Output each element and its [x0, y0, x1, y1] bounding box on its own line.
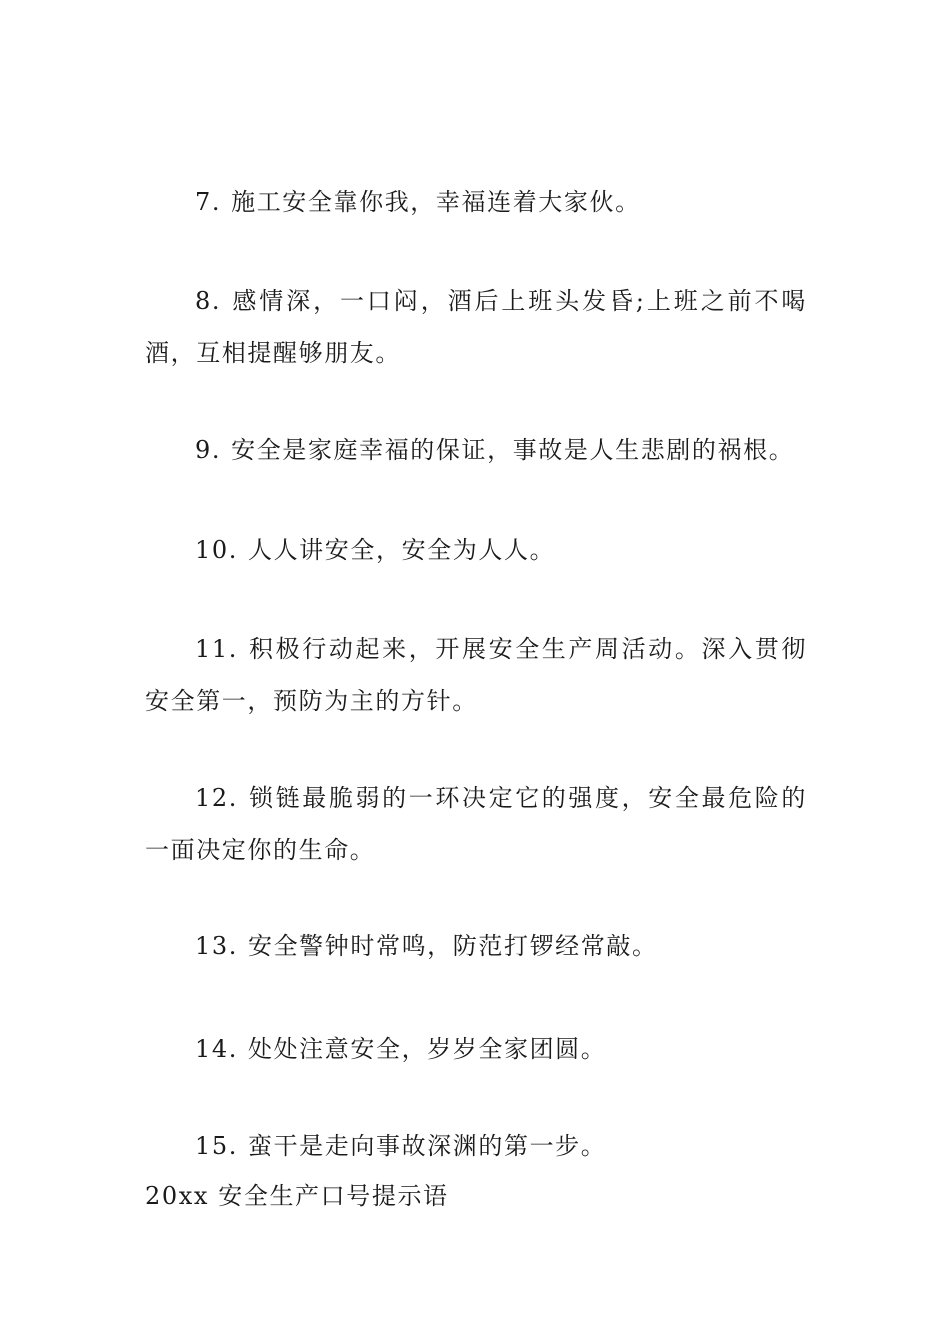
item-number: 14.: [195, 1035, 238, 1063]
item-number: 8.: [195, 287, 222, 315]
item-number: 11.: [195, 635, 238, 663]
item-number: 10.: [195, 536, 238, 564]
item-text: 施工安全靠你我，幸福连着大家伙。: [231, 188, 641, 216]
slogan-item-9: [145, 424, 807, 476]
slogan-item-12: [145, 772, 807, 876]
item-number: 15.: [195, 1132, 238, 1160]
item-number: 7.: [195, 188, 222, 216]
slogan-item-13: [145, 920, 807, 972]
item-text: 积极行动起来，开展安全生产周活动。深入贯彻安全第一，预防为主的方针。: [145, 635, 807, 715]
item-text: 感情深，一口闷，酒后上班头发昏;上班之前不喝酒，互相提醒够朋友。: [145, 287, 807, 367]
slogan-item-7: [145, 176, 807, 228]
document-footer-title: 20xx 安全生产口号提示语: [145, 1182, 449, 1210]
slogan-item-8: [145, 275, 807, 379]
slogan-item-11: [145, 623, 807, 727]
item-number: 13.: [195, 932, 238, 960]
item-text: 处处注意安全，岁岁全家团圆。: [247, 1035, 607, 1063]
item-text: 人人讲安全，安全为人人。: [247, 536, 556, 564]
item-number: 9.: [195, 436, 222, 464]
item-text: 安全是家庭幸福的保证，事故是人生悲剧的祸根。: [231, 436, 795, 464]
item-number: 12.: [195, 784, 238, 812]
item-text: 蛮干是走向事故深渊的第一步。: [247, 1132, 607, 1160]
slogan-item-15: [145, 1120, 807, 1172]
item-text: 锁链最脆弱的一环决定它的强度，安全最危险的一面决定你的生命。: [145, 784, 807, 864]
item-text: 安全警钟时常鸣，防范打锣经常敲。: [247, 932, 658, 960]
slogan-item-14: [145, 1023, 807, 1075]
slogan-item-10: [145, 524, 807, 576]
